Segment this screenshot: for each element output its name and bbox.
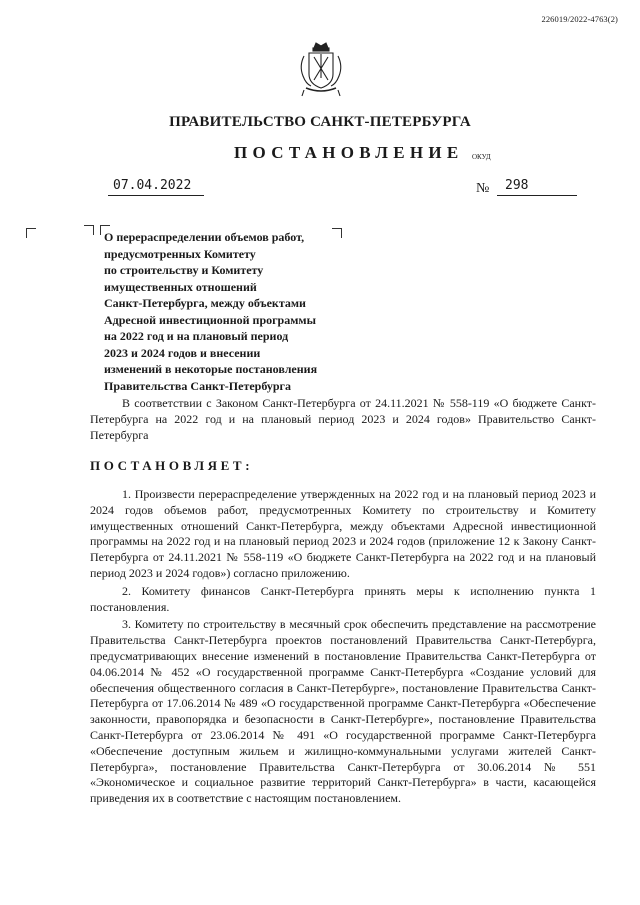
- preamble: [90, 396, 596, 443]
- subject-line: Санкт-Петербурга, между объектами: [104, 296, 306, 310]
- number-sign: №: [476, 181, 490, 196]
- decree-item: 1. Произвести перераспределение утвержденных на 2022 год и на плановый период 2023 и 2024 годов объемов работ, предусмотренных Комитету по строительству и Комитету имущественных отношений Санкт-Петербурга, между объектами Адресной инвестиционной программы на 2022 год и на плановый период 2023 и 2024 годов (приложение 12 к Закону Санкт-Петербурга от 24.11.2021 № 558-119 «О бюджете Санкт-Петербурга на 2022 год и на плановый период 2023 и 2024 годов») согласно приложению.: [90, 487, 596, 580]
- document-date: 07.04.2022: [113, 178, 192, 193]
- government-title: ПРАВИТЕЛЬСТВО САНКТ-ПЕТЕРБУРГА: [169, 114, 471, 130]
- subject-line: О перераспределении объемов работ,: [104, 230, 305, 244]
- subject-line: по строительству и Комитету: [104, 263, 264, 277]
- document-number: 298: [505, 178, 529, 193]
- coat-of-arms-icon: [296, 40, 346, 98]
- subject-line: Адресной инвестиционной программы: [104, 312, 316, 327]
- registration-number: 226019/2022-4763(2): [541, 14, 618, 24]
- decree-item: 2. Комитету финансов Санкт-Петербурга принять меры к исполнению пункта 1 постановления.: [90, 583, 596, 614]
- okud-label: ОКУД: [472, 153, 491, 161]
- subject-line: 2023 и 2024 годов и внесении: [104, 345, 261, 360]
- decree-item: 3. Комитету по строительству в месячный срок обеспечить представление на рассмотрение Правительства Санкт-Петербурга проектов постановлений Правительства Санкт-Петербурга, предусматривающих внесение изменений в постановление Правительства Санкт-Петербурга от 04.06.2014 № 452 «О государственной программе Санкт-Петербурга «Создание условий для обеспечения общественного согласия в Санкт-Петербурге», постановление Правительства Санкт-Петербурга от 17.06.2014 № 489 «О государственной программе Санкт-Петербурга «Обеспечение законности, правопорядка и безопасности в Санкт-Петербурге», постановление Правительства Санкт-Петербурга от 23.06.2014 № 491 «О государственной программе Санкт-Петербурга «Обеспечение доступным жильем и жилищно-коммунальными услугами жителей Санкт-Петербурга», постановление Правительства Санкт-Петербурга от 30.06.2014 № 551 «Экономическое и социальное развитие территорий Санкт-Петербурга» в части, касающейся приведения их в соответствие с настоящим постановлением.: [90, 617, 596, 806]
- decree-heading: ПОСТАНОВЛЯЕТ:: [90, 458, 254, 473]
- address-corner-mark: [84, 225, 94, 235]
- subject-line: имущественных отношений: [104, 279, 257, 294]
- document-subject: [104, 229, 344, 394]
- subject-line: Правительства Санкт-Петербурга: [104, 378, 292, 393]
- document-type: ПОСТАНОВЛЕНИЕ: [234, 143, 464, 162]
- address-corner-mark: [26, 228, 36, 238]
- decree-items: [90, 487, 596, 809]
- subject-line: изменений в некоторые постановления: [104, 362, 318, 376]
- subject-line: предусмотренных Комитету: [104, 246, 256, 261]
- subject-line: на 2022 год и на плановый период: [104, 329, 289, 343]
- preamble-text: В соответствии с Законом Санкт-Петербурга от 24.11.2021 № 558-119 «О бюджете Санкт-Петербурга на 2022 год и на плановый период 2023 и 2024 годов» Правительство Санкт-Петербурга: [90, 396, 596, 442]
